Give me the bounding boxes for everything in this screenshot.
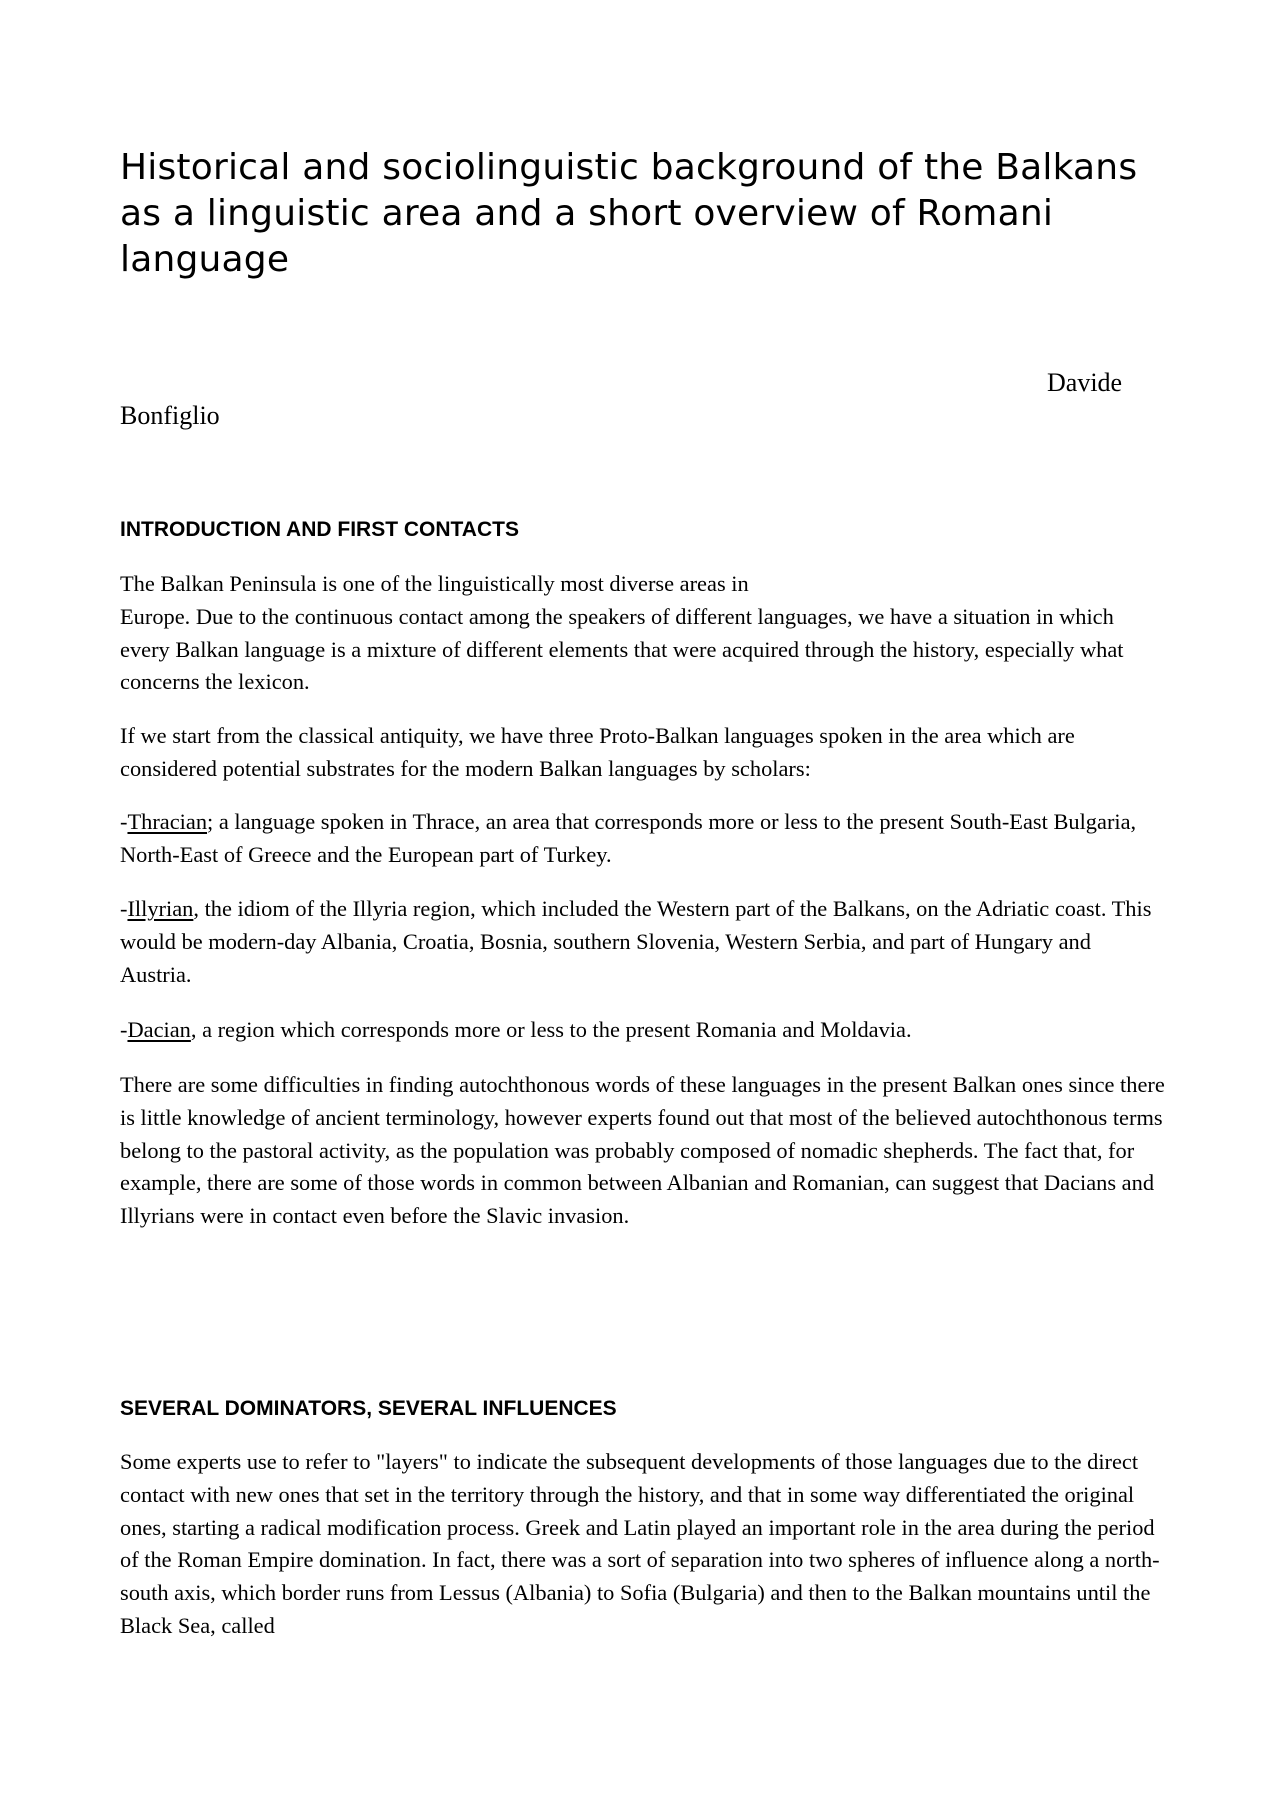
paragraph-intro-3: There are some difficulties in finding autochthonous words of these languages in the present Balkan ones since there is little knowledge of ancient terminology, however experts found out that most of the believed autochthonous terms belong to the pastoral activity, as the population was probably composed of nomadic shepherds. The fact that, for example, there are some of those words in common between Albanian and Romanian, can suggest that Dacians and Illyrians were in contact even before the Slavic invasion. (120, 1072, 1165, 1229)
paragraph-illyrian (120, 893, 1165, 991)
term-illyrian: Illyrian (127, 896, 194, 921)
list-dash: - (120, 896, 128, 921)
term-dacian: Dacian (127, 1017, 191, 1042)
document-title: Historical and sociolinguistic background of the Balkans as a linguistic area and a short overview of Romani language (120, 147, 1138, 280)
dacian-description: , a region which corresponds more or less to the present Romania and Moldavia. (190, 1017, 912, 1042)
paragraph-thracian (120, 806, 1165, 872)
paragraph-intro-1: The Balkan Peninsula is one of the linguistically most diverse areas in Europe. Due to the continuous contact among the speakers of different languages, we have a situation in which every Balkan language is a mixture of different elements that were acquired through the history, especially what concerns the lexicon. (120, 571, 1124, 695)
list-dash: - (120, 809, 128, 834)
paragraph-intro-2: If we start from the classical antiquity, we have three Proto-Balkan languages spoken in the area which are considered potential substrates for the modern Balkan languages by scholars: (120, 723, 1075, 781)
paragraph-dominators-1: Some experts use to refer to "layers" to indicate the subsequent developments of those languages due to the direct contact with new ones that set in the territory through the history, and that in some way differentiated the original ones, starting a radical modification process. Greek and Latin played an important role in the area during the period of the Roman Empire domination. In fact, there was a sort of separation into two spheres of influence along a north-south axis, which border runs from Lessus (Albania) to Sofia (Bulgaria) and then to the Balkan mountains until the Black Sea, called (120, 1449, 1160, 1638)
term-thracian: Thracian (127, 809, 208, 834)
illyrian-description: , the idiom of the Illyria region, which included the Western part of the Balkans, on the Adriatic coast. This would be modern-day Albania, Croatia, Bosnia, southern Slovenia, Western Serbia, and part of Hungary and Austria. (120, 896, 1152, 987)
thracian-description: ; a language spoken in Thrace, an area that corresponds more or less to the present South-East Bulgaria, North-East of Greece and the European part of Turkey. (120, 809, 1137, 867)
author-name: Davide Bonfiglio (120, 368, 1123, 430)
section-heading-dominators: SEVERAL DOMINATORS, SEVERAL INFLUENCES (120, 1397, 617, 1420)
list-dash: - (120, 1017, 128, 1042)
paragraph-dacian (120, 1014, 1165, 1047)
section-heading-introduction: INTRODUCTION AND FIRST CONTACTS (120, 518, 519, 541)
